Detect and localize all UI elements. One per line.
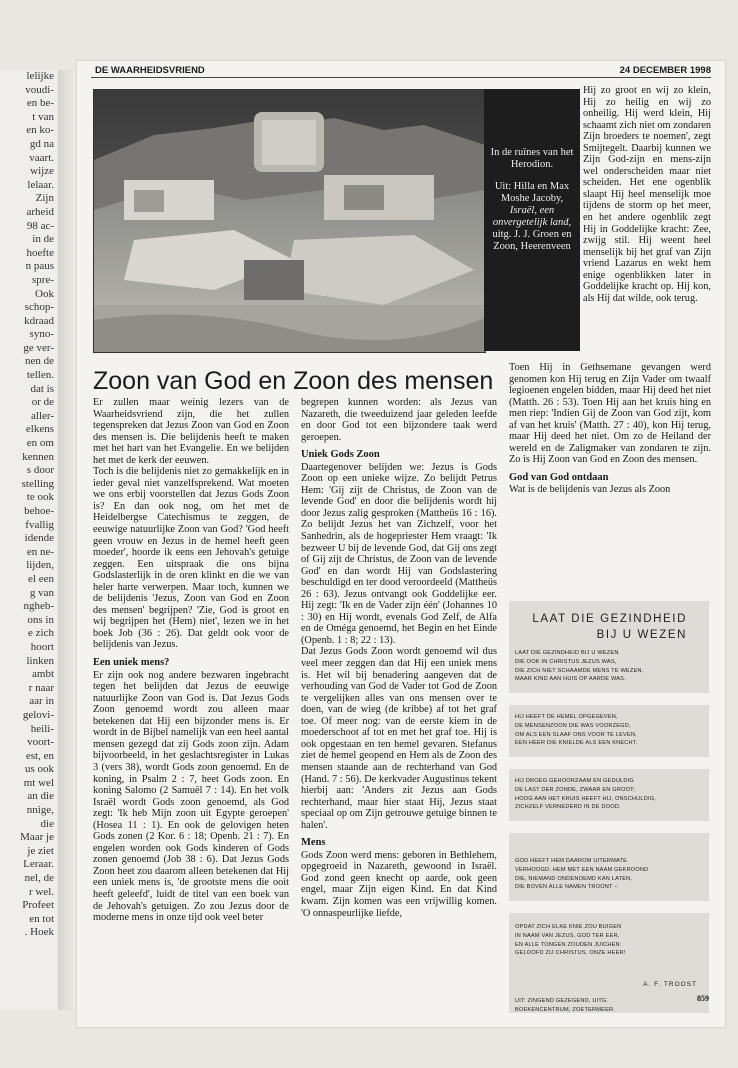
poem-line: DIE OOK IN CHRISTUS JEZUS WAS, bbox=[515, 658, 617, 665]
prev-page-fragment: Zijn bbox=[35, 192, 54, 205]
caption-title: In de ruïnes van het Herodion. bbox=[490, 147, 574, 170]
prev-page-fragment: heili- bbox=[30, 722, 54, 735]
prev-page-fragment: en ne- bbox=[26, 545, 54, 558]
page-header bbox=[91, 63, 711, 78]
prev-page-fragment: behoe- bbox=[24, 505, 54, 517]
paragraph: Wat is de belijdenis van Jezus als Zoon bbox=[509, 484, 671, 496]
prev-page-fragment: en ko- bbox=[26, 124, 54, 137]
paragraph: Dat Jezus Gods Zoon wordt genoemd wil dus veel meer zeggen dan dat Hij een uniek mens is. Het wil bij benadering aangeven dat de verhouding van God de Vader tot God de Zoon te vergelijken alles van ons mensen over te doen, van de wieg (de kribbe) af tot het graf toe. Of meer nog: van de eerste kiem in de moederschoot af tot en met het graf toe. Hij is ook opgestaan en ten hemel gevaren. Stefanus ziet de hemel geopend en Hem als de Zoon des mensen staande aan de rechterhand van God (Hand. 7 : 56). De kerkvader Augustinus tekent hierbij aan: 'Anders zit Jezus aan Gods rechterhand, maar hier staat Hij, Jezus staat speciaal op om Zijn getrouwe getuige binnen te halen'. bbox=[301, 646, 497, 831]
paragraph: Gods Zoon werd mens: geboren in Bethlehem, opgegroeid in Nazareth, gewoond in Israël. God zond geen knecht op aarde, ook geen engel, maar Zijn eigen Kind. En dat Kind kwam. Zijn komen was een vrijwillig komen. 'O onnaspeurlijke liefde, bbox=[301, 849, 497, 919]
poem-title: LAAT DIE GEZINDHEID BIJ U WEZEN bbox=[532, 613, 687, 641]
publication-name: DE WAARHEIDSVRIEND bbox=[95, 65, 205, 76]
poem-line: LAAT DIE GEZINDHEID BIJ U WEZEN bbox=[515, 650, 619, 656]
poem-source: UIT: ZINGEND GEZEGEND, UITG. BOEKENCENTRUM, ZOETERMEER. bbox=[515, 998, 615, 1013]
poem-author: A. F. TROOST bbox=[643, 981, 697, 988]
prev-page-fragment: stelling bbox=[21, 477, 54, 490]
prev-page-fragment: nnige, bbox=[26, 804, 54, 817]
prev-page-fragment: ngheb- bbox=[23, 600, 54, 613]
prev-page-fragment: en be- bbox=[26, 97, 54, 110]
prev-page-fragment: en om bbox=[26, 437, 54, 450]
poem-line: VERHOOGD. HEM MET EEN NAAM GEKROOND bbox=[515, 866, 649, 873]
poem-line: OM ALS EEN SLAAF ONS VOOR TE LEVEN, bbox=[515, 731, 637, 738]
poem-line: EEN HEER DIE KNIELDE ALS EEN KNECHT. bbox=[515, 740, 638, 747]
prev-page-fragment: Leraar. bbox=[23, 858, 54, 871]
prev-page-fragment: voudi- bbox=[25, 83, 54, 96]
prev-page-fragment: dat is bbox=[30, 382, 54, 395]
poem-line: HOOG AAN HET KRUIS HEEFT HIJ, ONSCHULDIG, bbox=[515, 795, 657, 802]
stanza-divider bbox=[509, 821, 709, 833]
prev-page-fragment: hoort bbox=[30, 640, 54, 653]
prev-page-fragment: schop- bbox=[24, 301, 54, 314]
poem-line: DE MENSENZOON DIE WAS VOORZEGD, bbox=[515, 722, 631, 729]
poem-line: HIJ HEEFT DE HEMEL OPGEGEVEN, bbox=[515, 714, 618, 720]
prev-page-fragment: nel, de bbox=[24, 872, 54, 885]
prev-page-fragment: lelaar. bbox=[27, 178, 54, 191]
paragraph: Er zijn ook nog andere bezwaren ingebracht tegen het belijden dat Jezus de eeuwige natuurlijke Zoon van God is. Dat Jezus Gods Zoon genoemd wordt zou alleen maar betekenen dat Hij een bijzonder mens is. Er wordt in de Bijbel namelijk van een heel aantal mensen gezegd dat zij Gods zoon zijn. Adam bijvoorbeeld, in het geslachtsregister in Lukas 3 (vers 38), wordt Gods zoon genoemd. En de koning, in Psalm 2 : 7, heet Gods zoon. En koning Salomo (2 Samuël 7 : 14). En het volk Israël wordt Gods zoon genoemd, als God zegt: 'Ik heb Mijn zoon uit Egypte geroepen' (Hosea 11 : 1). En ook de gelovigen heten Gods zonen (2 Kor. 6 : 18; Openb. 21 : 7). En engelen worden ook Gods kinderen of Gods zonen genoemd (Job 38 : 6). Dat Jezus Gods Zoon heet zou daarom alleen betekenen dat Hij een uniek mens is, 'de grootste mens die ooit heeft geleefd', luidt de titel van een boek van de Jehovah's getuigen. Zo zou Jezus door de moderne mens in onze tijd ook veel beter bbox=[93, 669, 289, 924]
prev-page-fragment: an die bbox=[27, 790, 54, 803]
prev-page-fragment: . Hoek bbox=[24, 926, 54, 939]
subheading: God van God ontdaan bbox=[509, 471, 609, 483]
paragraph: Er zullen maar weinig lezers van de Waarheidsvriend zijn, die het zullen tegenspreken dat Jezus Zoon van God en Zoon des mensen is. Die belijdenis heeft te maken met het hart van het Evangelie. En we belijden het met de kerk der eeuwen. bbox=[93, 397, 289, 466]
prev-page-fragment: en tot bbox=[29, 912, 54, 925]
prev-page-fragment: syno- bbox=[29, 328, 54, 341]
prev-page-fragment: gelovi- bbox=[22, 708, 54, 721]
poem-line: DIE BOVEN ALLE NAMEN TROONT – bbox=[515, 884, 618, 891]
prev-page-fragment: Ook bbox=[35, 287, 54, 300]
prev-page-fragment: t van bbox=[32, 110, 54, 123]
poem-line: GELOOFD ZIJ CHRISTUS, ONZE HEER! bbox=[515, 950, 626, 957]
poem-stanza bbox=[509, 923, 709, 958]
prev-page-fragment: Profeet bbox=[22, 899, 54, 912]
paragraph: Hij zo groot en wij zo klein, Hij zo heilig en wij zo onheilig. Hij werd klein, Hij schaamt zich niet om zondaren Zijn broeders te noemen', zegt Smijtegelt. Daarbij kunnen we Zijn God-zijn en mens-zijn wel onderscheiden maar niet scheiden. Het ene ogenblik slaapt Hij heel menselijk moe tijdens de storm op het meer, en het andere ogenblik zegt Hij in Goddelijke kracht: Zee, zwijg stil. Hij weent heel menselijk bij het graf van Zijn vriend Lazarus en wekt hem enige ogenblikken later in Goddelijke kracht op. Hij kon, als Hij dat wilde, ook terug. bbox=[583, 85, 711, 304]
page-number: 859 bbox=[697, 994, 709, 1003]
poem-line: IN NAAM VAN JEZUS, GOD TER EER, bbox=[515, 932, 620, 939]
prev-page-fragment: fvallig bbox=[25, 518, 54, 531]
herodion-photo bbox=[93, 89, 486, 353]
paragraph: Toch is die belijdenis niet zo gemakkelijk en in ieder geval niet vanzelfsprekend. Wat moeten we ons erbij voorstellen dat Jezus Gods Zoon is? En dan ook nog, om het met de Heidelbergse Catechismus te zeggen, de eeuwige natuurlijke Zoon van God? 'God heeft geen vrouw en Jezus in de hemel heeft geen moeder', hoorde ik eens een Jehovah's getuige zeggen. Een uitspraak die ons bijna Godslasterlijk in de oren klinkt en die we van heler harte verwerpen. Maar toch, kunnen we de belijdenis 'Jezus, Zoon van God en Zoon des mensen' begrijpen? 'Zie, God is groot en wij begrijpen het (Hem) niet', lezen we in het boek Job (36 : 26). Dat geldt ook voor de belijdenis van Jezus. bbox=[93, 466, 289, 651]
prev-page-fragment: us ook bbox=[24, 763, 54, 776]
prev-page-fragment: est, en bbox=[25, 749, 54, 762]
poem-stanza bbox=[509, 857, 709, 892]
prev-page-fragment: idende bbox=[24, 532, 54, 545]
stanza-divider bbox=[509, 901, 709, 913]
paragraph: Toen Hij in Gethsemane gevangen werd genomen kon Hij terug en Zijn Vader om twaalf legioenen engelen bidden, maar Hij deed het niet (Matth. 26 : 53). Toen Hij aan het kruis hing en men riep: 'Indien Gij de Zoon van God zijt, kom af van het kruis' (Matth. 27 : 40), kon Hij terug, maar Hij deed het niet. Om zo de Heiland der wereld en de Zaligmaker van zondaren te zijn. Zo is Hij Zoon van God en Zoon des mensen. bbox=[509, 362, 711, 466]
prev-page-fragment: r wel. bbox=[28, 885, 54, 898]
paragraph: Daartegenover belijden we: Jezus is Gods Zoon op een unieke wijze. Zo belijdt Petrus Hem: 'Gij zijt de Christus, de Zoon van de levende God' en door die belijdenis wordt hij door Jezus zalig gesproken (Mattheüs 16 : 16). Zo belijdt Jezus het van Zichzelf, voor het Sanhedrin, als de hogepriester Hem vraagt: 'Ik bezweer U bij de levende God, dat Gij ons zegt of Gij zijt de Christus, de Zoon van de levende God' en dan wordt Hij van Godslastering beschuldigd en ter dood veroordeeld (Mattheüs 26 : 63). Jezus ontvangt ook Goddelijke eer. Hij zegt: 'Ik en de Vader zijn één' (Johannes 10 : 30) en Hij wordt, evenals God Zelf, de Alfa en de Oméga genoemd, het Begin en het Einde (Openb. 1 : 8; 22 : 13). bbox=[301, 461, 497, 646]
article-column-3 bbox=[509, 362, 711, 496]
prev-page-fragment: or de bbox=[31, 396, 54, 409]
prev-page-fragment: nen de bbox=[24, 355, 54, 368]
stanza-divider bbox=[509, 693, 709, 705]
subheading: Mens bbox=[301, 837, 326, 849]
poem-box bbox=[509, 601, 709, 1013]
prev-page-fragment: ambt bbox=[32, 668, 54, 681]
prev-page-fragment: ge ver- bbox=[23, 341, 54, 354]
prev-page-fragment: lijden, bbox=[26, 559, 54, 572]
prev-page-fragment: tellen. bbox=[26, 369, 54, 382]
prev-page-fragment: el een bbox=[28, 572, 54, 585]
photo-caption bbox=[484, 89, 580, 351]
prev-page-fragment: die bbox=[40, 817, 54, 830]
stanza-divider bbox=[509, 757, 709, 769]
prev-page-fragment: 98 ac- bbox=[26, 219, 54, 232]
prev-page-fragment: kennen bbox=[22, 450, 54, 463]
article-title: Zoon van God en Zoon des mensen bbox=[93, 367, 494, 395]
poem-line: OPDAT ZICH ELKE KNIE ZOU BUIGEN bbox=[515, 924, 622, 930]
prev-page-fragment: r naar bbox=[28, 681, 54, 694]
prev-page-fragment: s door bbox=[26, 464, 54, 477]
poem-line: MAAR KIND AAN HUIS OP AARDE WAS. bbox=[515, 676, 626, 683]
article-top-right-column bbox=[583, 85, 711, 304]
prev-page-fragment: vaart. bbox=[29, 151, 54, 164]
prev-page-fragment: kdraad bbox=[24, 314, 54, 327]
poem-line: HIJ DROEG GEHOORZAAM EN GEDULDIG bbox=[515, 778, 634, 784]
prev-page-fragment: ons in bbox=[27, 613, 54, 626]
subheading: Een uniek mens? bbox=[93, 657, 170, 669]
prev-page-fragment: te ook bbox=[26, 491, 54, 504]
poem-line: DIE ZICH NIET SCHAAMDE MENS TE WEZEN, bbox=[515, 667, 644, 674]
poem-line: DE LAST DER ZONDE, ZWAAR EN GROOT; bbox=[515, 786, 635, 793]
poem-stanza bbox=[509, 713, 709, 748]
prev-page-fragment: n paus bbox=[25, 260, 54, 273]
poem-line: ZICHZELF VERNEDERD IN DE DOOD. bbox=[515, 804, 621, 811]
prev-page-fragment: arheid bbox=[26, 205, 54, 218]
newspaper-page bbox=[76, 60, 726, 1028]
prev-page-fragment: spre- bbox=[32, 273, 54, 286]
prev-page-fragment: je ziet bbox=[27, 844, 54, 857]
prev-page-fragment: linken bbox=[26, 654, 54, 667]
poem-line: EN ALLE TONGEN ZOUDEN JUICHEN: bbox=[515, 941, 622, 948]
paragraph: begrepen kunnen worden: als Jezus van Nazareth, die tweeduizend jaar geleden leefde en door God tot een bijzondere taak werd geroepen. bbox=[301, 397, 497, 443]
poem-line: GOD HEEFT HEM DAAROM UITERMATE bbox=[515, 858, 628, 864]
prev-page-fragment: in de bbox=[32, 233, 54, 246]
article-column-1 bbox=[93, 397, 289, 924]
poem-line: DIE, NIEMAND ONDENOEMD KAN LATEN, bbox=[515, 875, 633, 882]
prev-page-fragment: lelijke bbox=[26, 70, 54, 82]
prev-page-fragment: aar in bbox=[29, 695, 54, 708]
prev-page-fragment: Maar je bbox=[20, 831, 54, 844]
prev-page-fragment: hoefte bbox=[26, 246, 54, 259]
prev-page-fragment: voort- bbox=[27, 736, 54, 749]
prev-page-fragment: gd na bbox=[29, 137, 54, 150]
article-column-2 bbox=[301, 397, 497, 919]
prev-page-fragment: wijze bbox=[30, 165, 54, 178]
subheading: Uniek Gods Zoon bbox=[301, 449, 380, 461]
prev-page-fragment: mt wel bbox=[23, 776, 54, 789]
poem-stanza bbox=[509, 649, 709, 684]
poem-stanza bbox=[509, 777, 709, 812]
prev-page-fragment: e zich bbox=[28, 627, 54, 640]
page-gutter bbox=[58, 70, 76, 1010]
prev-page-fragment: elkens bbox=[25, 423, 54, 436]
issue-date: 24 DECEMBER 1998 bbox=[619, 65, 711, 76]
prev-page-fragment: aller- bbox=[31, 409, 54, 422]
prev-page-fragment: g van bbox=[29, 586, 54, 599]
caption-source: Uit: Hilla en Max Moshe Jacoby, Israël, een onvergetelijk land, uitg. J. J. Groen en Zoon, Heerenveen bbox=[492, 181, 572, 252]
previous-page-edge bbox=[0, 70, 59, 1010]
